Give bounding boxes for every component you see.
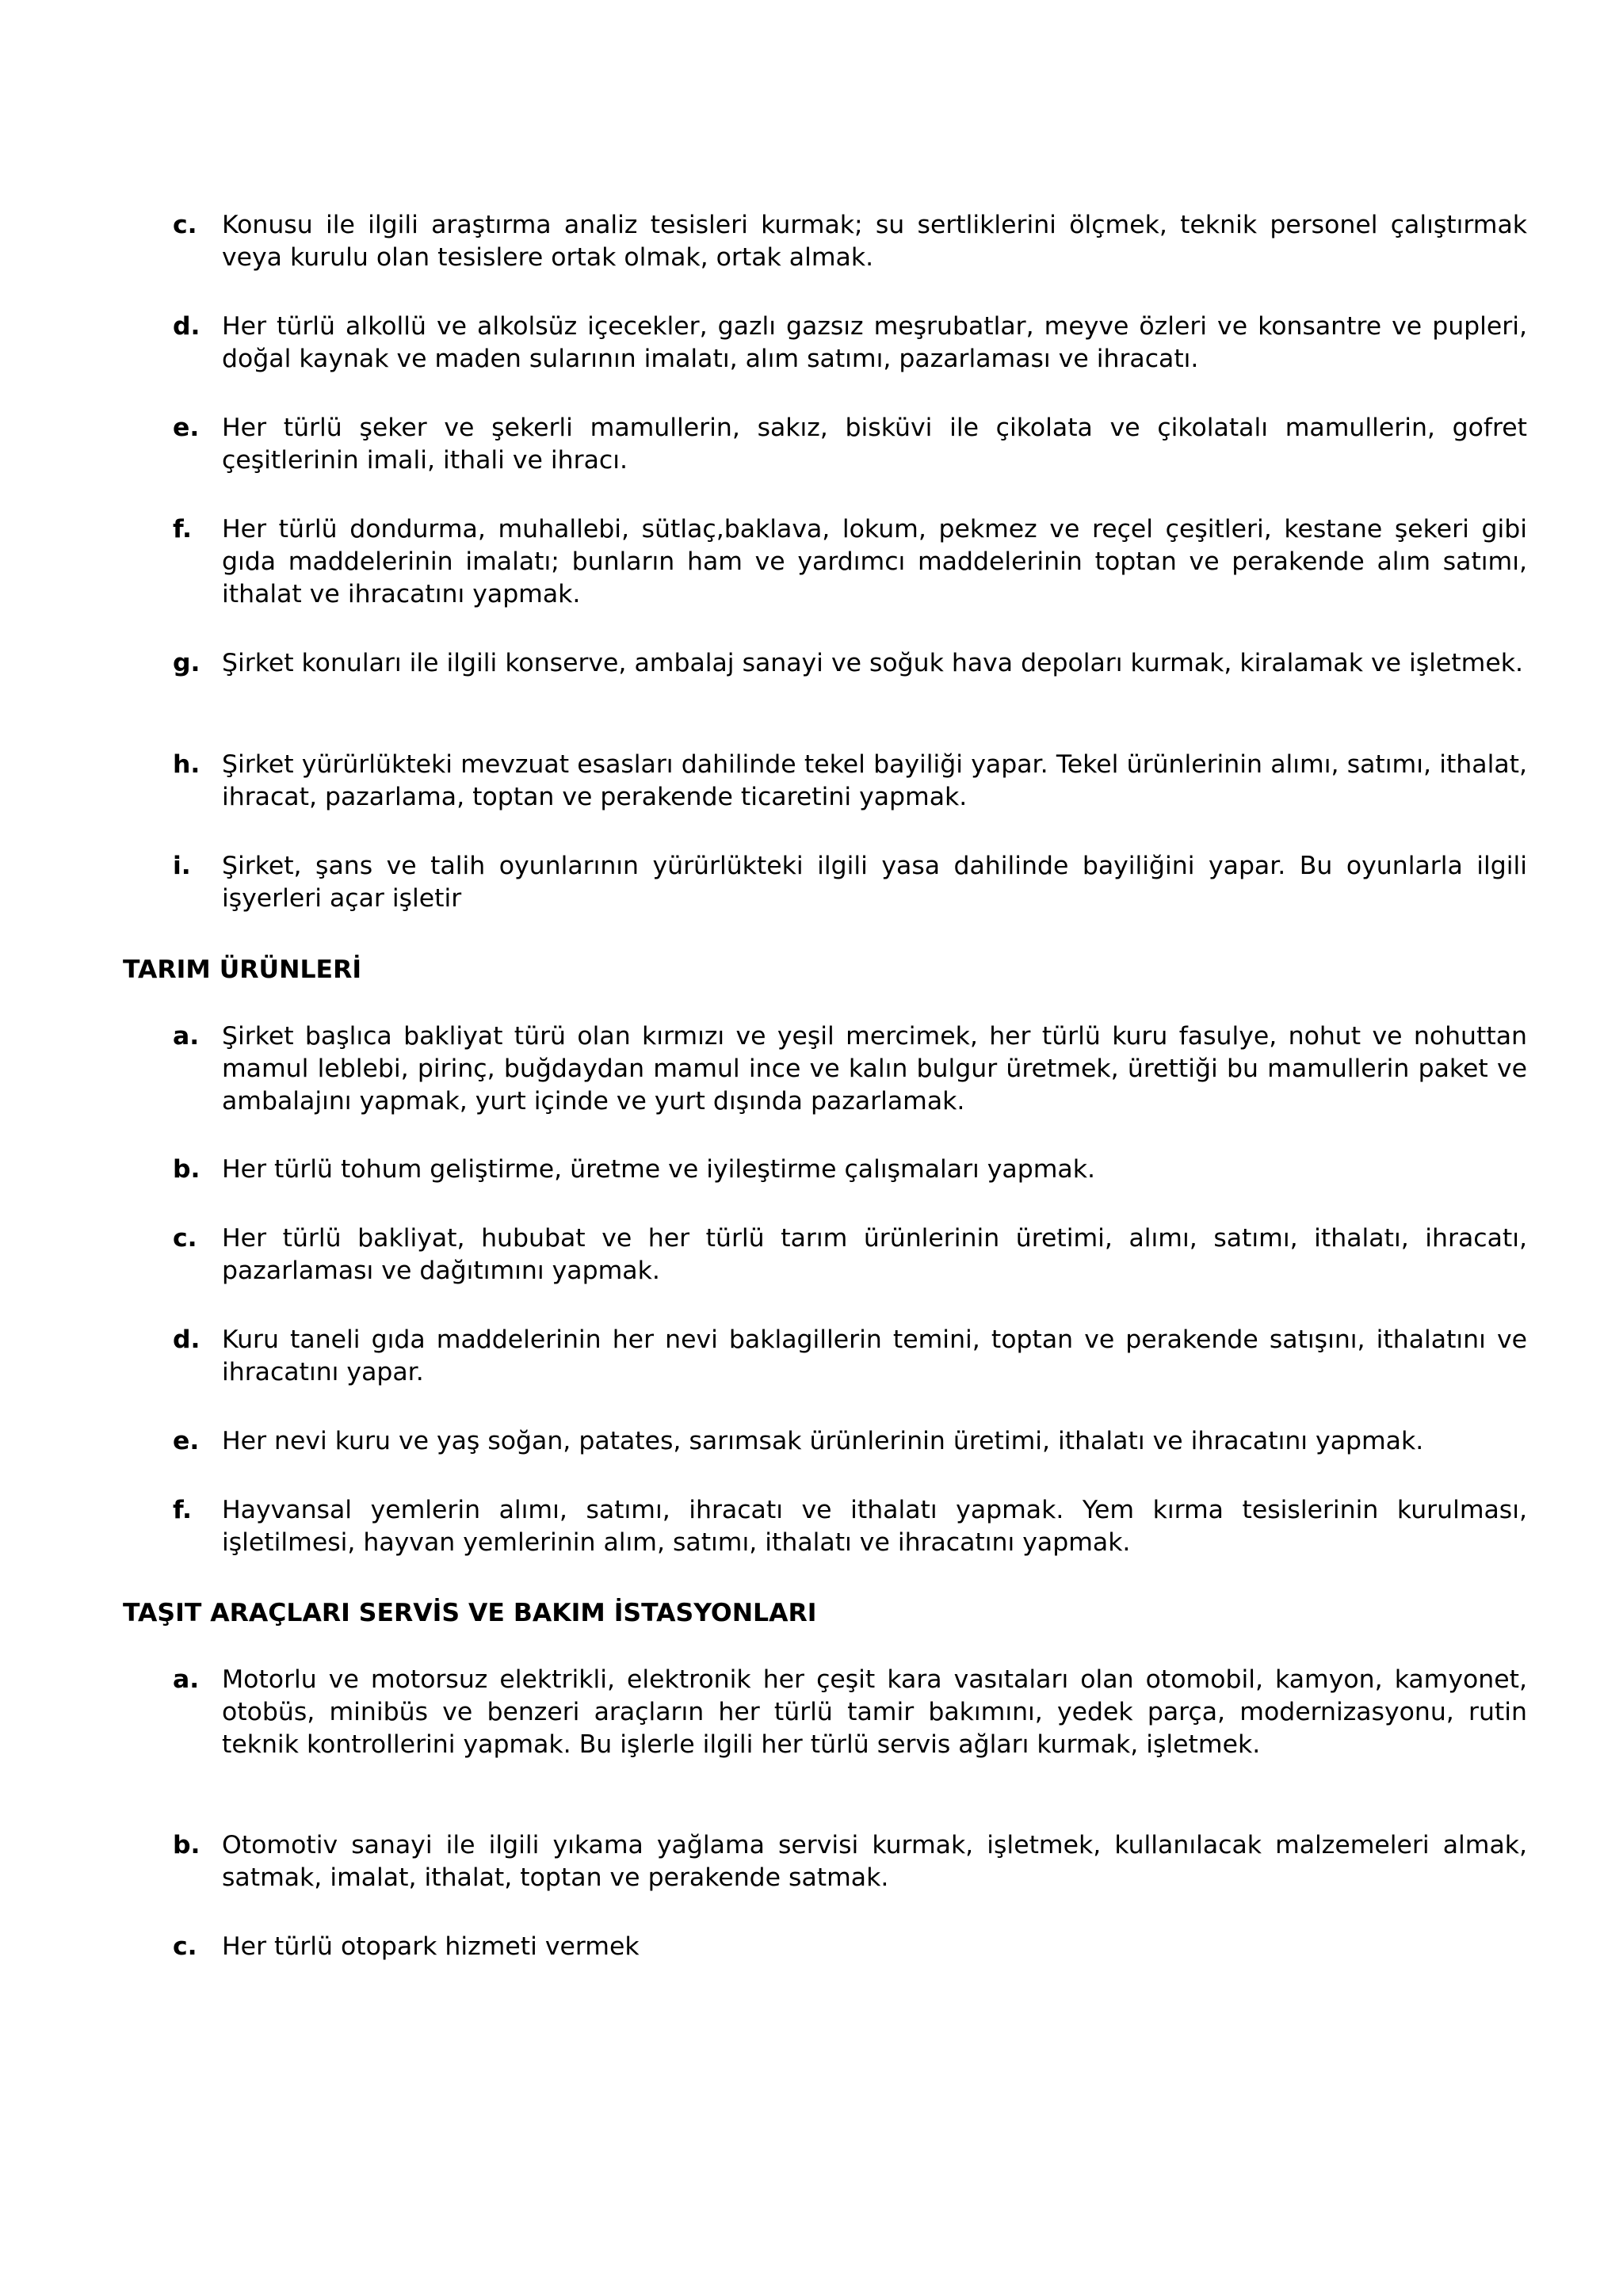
item-text: Otomotiv sanayi ile ilgili yıkama yağlama servisi kurmak, işletmek, kullanılacak malzemeleri almak, satmak, imalat, ithalat, toptan ve perakende satmak. [222,1831,1527,1892]
item-text: Her nevi kuru ve yaş soğan, patates, sarımsak ürünlerinin üretimi, ithalatı ve ihracatını yapmak. [222,1427,1424,1455]
list-item [173,1829,1527,1894]
item-letter: a. [173,1665,200,1694]
item-text: Kuru taneli gıda maddelerinin her nevi baklagillerin temini, toptan ve perakende satışını, ithalatını ve ihracatını yapar. [222,1325,1527,1386]
list-item [173,311,1527,376]
item-letter: b. [173,1831,200,1859]
list-item [173,1425,1527,1458]
item-letter: i. [173,852,191,880]
item-text: Şirket konuları ile ilgili konserve, ambalaj sanayi ve soğuk hava depoları kurmak, kiralamak ve işletmek. [222,649,1523,677]
list-item [173,1324,1527,1389]
list-item [173,209,1527,274]
item-letter: e. [173,1427,200,1455]
item-text: Motorlu ve motorsuz elektrikli, elektronik her çeşit kara vasıtaları olan otomobil, kamyon, kamyonet, otobüs, minibüs ve benzeri araçların her türlü tamir bakımını, yedek parça, modernizasyonu, rutin teknik kontrollerini yapmak. Bu işlerle ilgili her türlü servis ağları kurmak, işletmek. [222,1665,1527,1759]
item-letter: b. [173,1155,200,1184]
item-text: Şirket başlıca bakliyat türü olan kırmızı ve yeşil mercimek, her türlü kuru fasulye, nohut ve nohuttan mamul leblebi, pirinç, buğdaydan mamul ince ve kalın bulgur üretmek, ürettiği bu mamullerin paket ve ambalajını yapmak, yurt içinde ve yurt dışında pazarlamak. [222,1022,1527,1116]
item-text: Her türlü alkollü ve alkolsüz içecekler, gazlı gazsız meşrubatlar, meyve özleri ve konsantre ve pupleri, doğal kaynak ve maden sularının imalatı, alım satımı, pazarlaması ve ihracatı. [222,312,1527,373]
item-text: Konusu ile ilgili araştırma analiz tesisleri kurmak; su sertliklerini ölçmek, teknik personel çalıştırmak veya kurulu olan tesislere ortak olmak, ortak almak. [222,211,1527,272]
item-letter: c. [173,1932,197,1961]
list-item [173,1664,1527,1761]
list-item [173,850,1527,915]
item-text: Şirket yürürlükteki mevzuat esasları dahilinde tekel bayiliği yapar. Tekel ürünlerinin alımı, satımı, ithalat, ihracat, pazarlama, toptan ve perakende ticaretini yapmak. [222,750,1527,811]
item-letter: c. [173,211,197,239]
list-item [173,1931,1527,1963]
item-letter: e. [173,414,200,442]
item-letter: d. [173,1325,200,1354]
section-heading: TARIM ÜRÜNLERİ [123,955,362,984]
item-letter: h. [173,750,200,779]
list-item [173,1020,1527,1118]
item-text: Hayvansal yemlerin alımı, satımı, ihracatı ve ithalatı yapmak. Yem kırma tesislerinin kurulması, işletilmesi, hayvan yemlerinin alım, satımı, ithalatı ve ihracatını yapmak. [222,1496,1527,1557]
list-item [173,412,1527,477]
item-letter: d. [173,312,200,341]
item-text: Her türlü otopark hizmeti vermek [222,1932,640,1961]
item-letter: f. [173,515,192,543]
item-text: Her türlü dondurma, muhallebi, sütlaç,baklava, lokum, pekmez ve reçel çeşitleri, kestane şekeri gibi gıda maddelerinin imalatı; bunların ham ve yardımcı maddelerinin toptan ve perakende alım satımı, ithalat ve ihracatını yapmak. [222,515,1527,608]
item-text: Her türlü tohum geliştirme, üretme ve iyileştirme çalışmaları yapmak. [222,1155,1095,1184]
list-item [173,647,1527,680]
list-item [173,1222,1527,1287]
item-letter: f. [173,1496,192,1524]
list-item [173,1494,1527,1559]
item-letter: c. [173,1224,197,1253]
section-heading: TAŞIT ARAÇLARI SERVİS VE BAKIM İSTASYONLARI [123,1599,817,1627]
list-item [173,749,1527,814]
list-item [173,513,1527,611]
item-text: Şirket, şans ve talih oyunlarının yürürlükteki ilgili yasa dahilinde bayiliğini yapar. Bu oyunlarla ilgili işyerleri açar işletir [222,852,1527,913]
item-text: Her türlü şeker ve şekerli mamullerin, sakız, bisküvi ile çikolata ve çikolatalı mamullerin, gofret çeşitlerinin imali, ithali ve ihracı. [222,414,1527,475]
list-item [173,1154,1527,1186]
item-letter: g. [173,649,200,677]
item-letter: a. [173,1022,200,1051]
item-text: Her türlü bakliyat, hububat ve her türlü tarım ürünlerinin üretimi, alımı, satımı, ithalatı, ihracatı, pazarlaması ve dağıtımını yapmak. [222,1224,1527,1285]
